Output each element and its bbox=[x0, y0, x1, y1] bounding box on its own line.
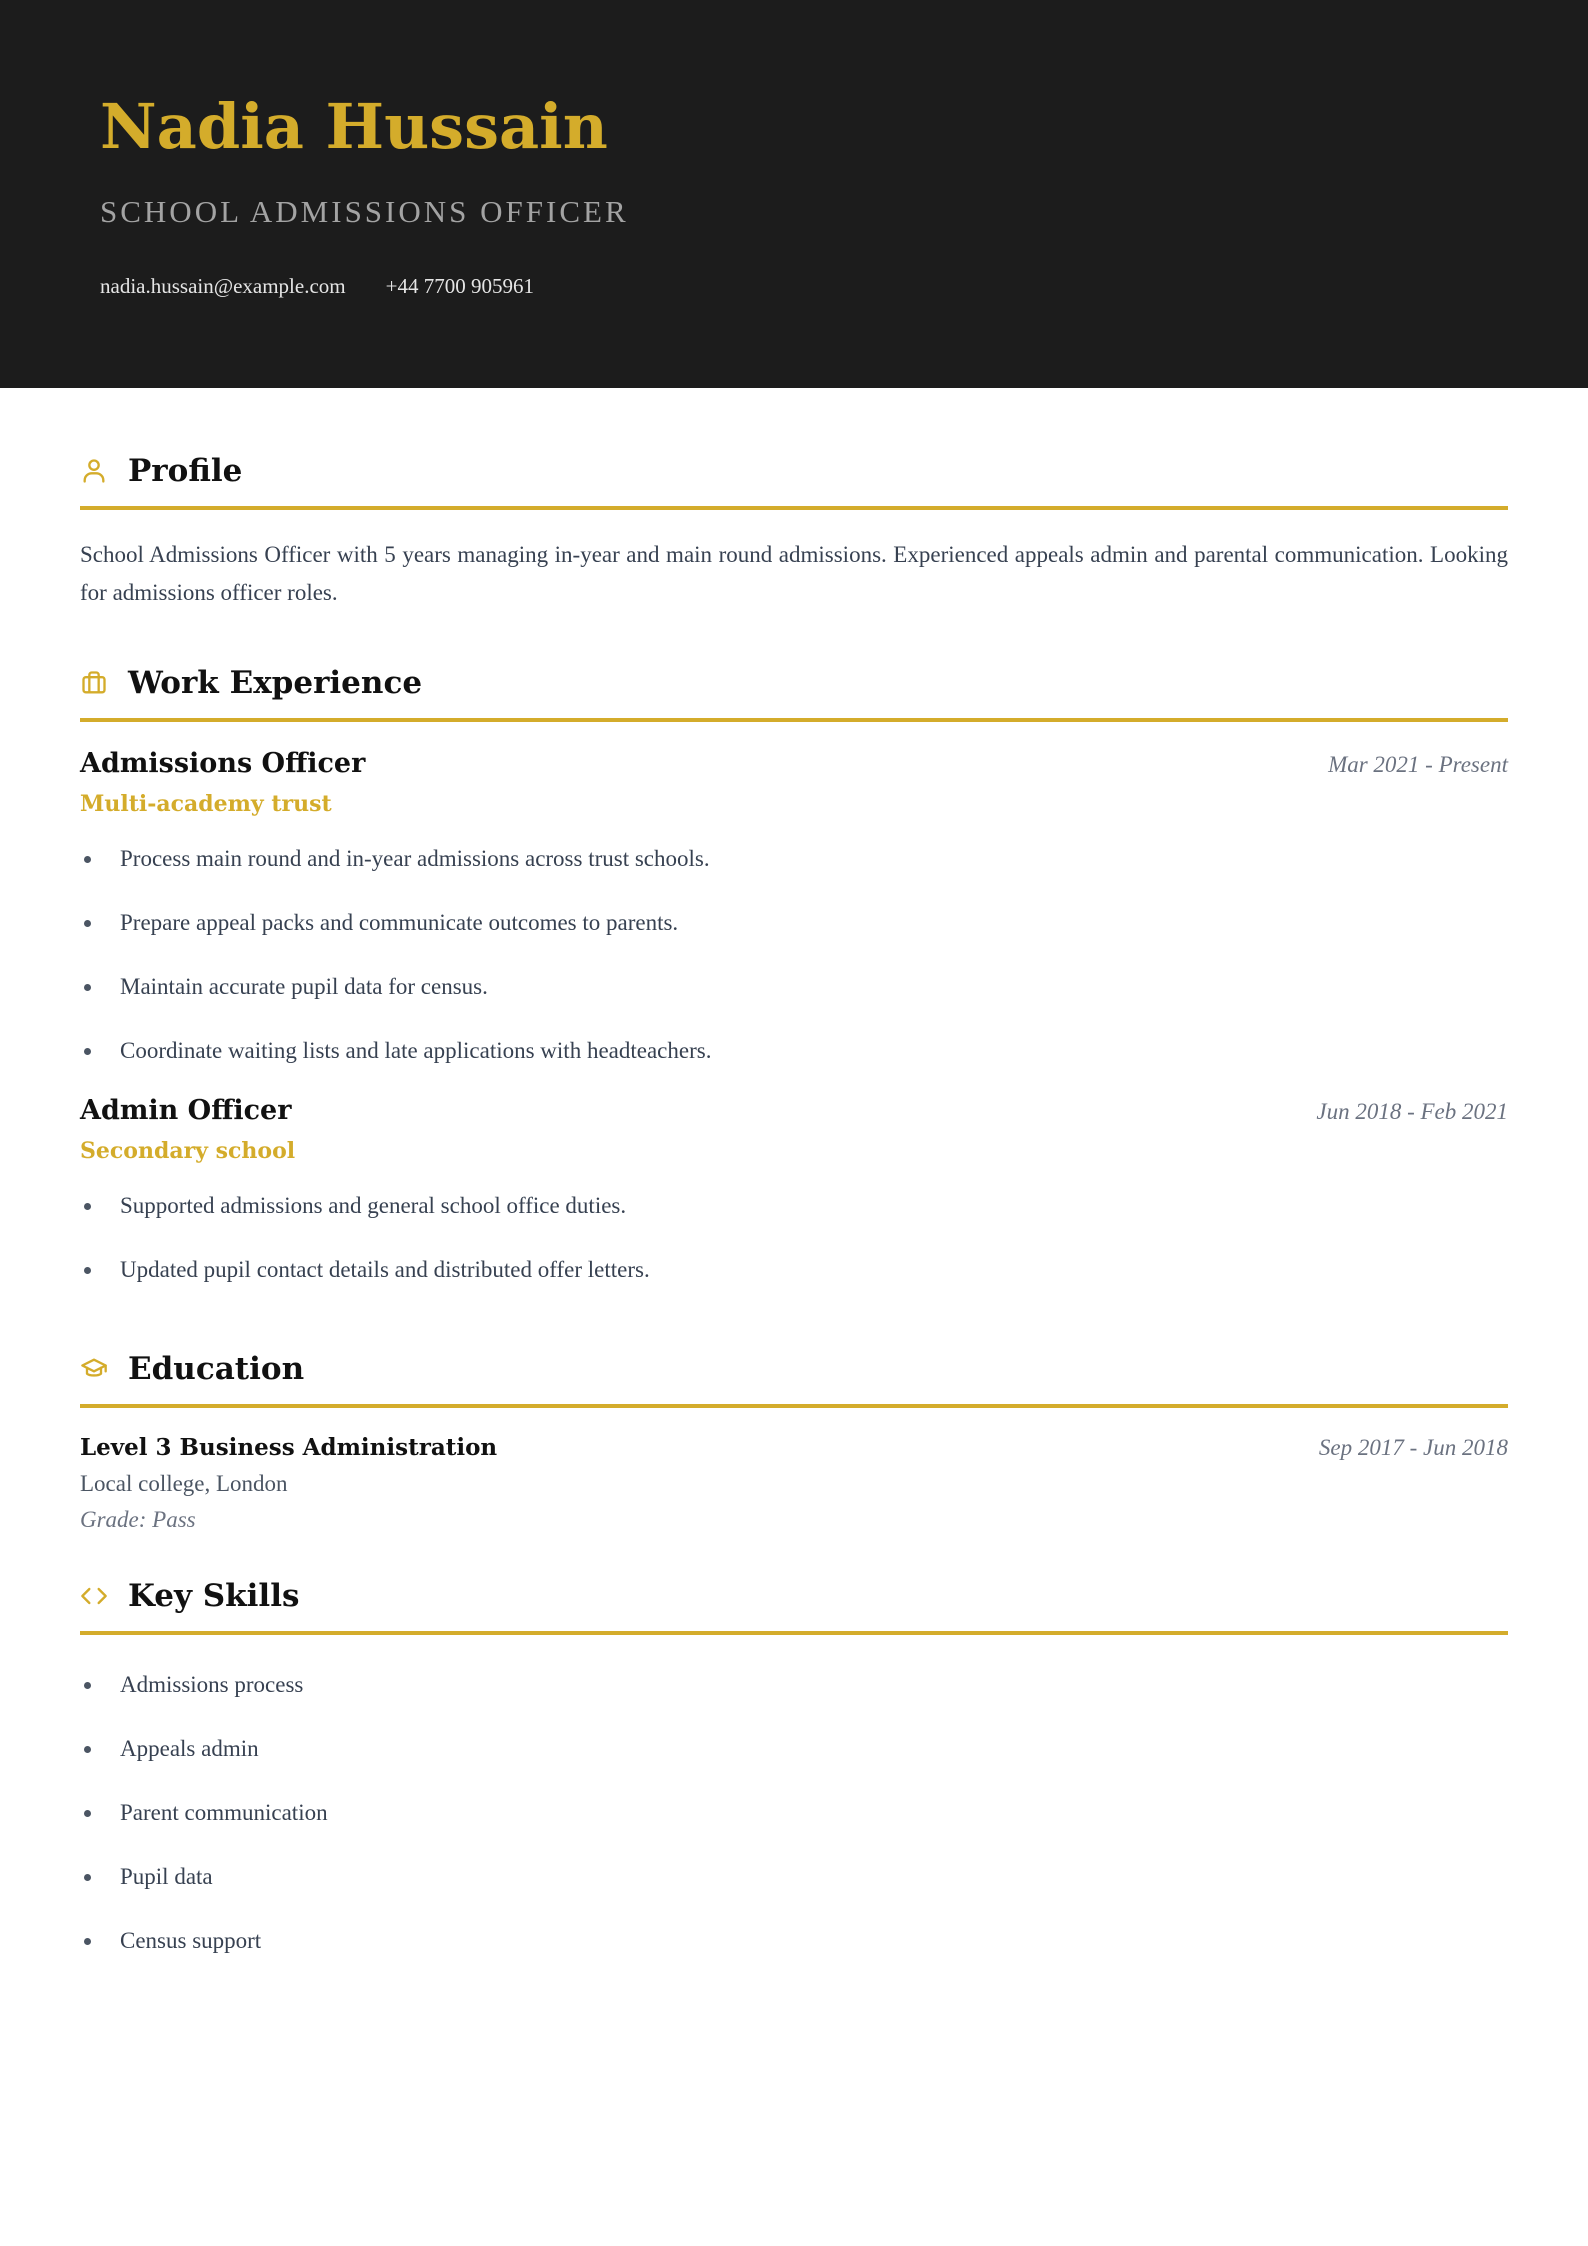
section-title-skills: Key Skills bbox=[128, 1578, 300, 1614]
experience-header bbox=[80, 660, 1508, 722]
section-title-experience: Work Experience bbox=[128, 665, 423, 701]
contact-info bbox=[100, 274, 1488, 299]
job-entry bbox=[80, 1095, 1508, 1302]
education-entry bbox=[80, 1434, 1508, 1533]
skills-section bbox=[80, 1573, 1508, 1973]
bullet-icon bbox=[84, 920, 91, 927]
list-item bbox=[80, 1019, 1508, 1083]
profile-header bbox=[80, 448, 1508, 510]
person-icon bbox=[80, 457, 108, 485]
list-item-text: Prepare appeal packs and communicate outcomes to parents. bbox=[120, 910, 679, 935]
resume-header bbox=[0, 0, 1588, 388]
profile-summary: School Admissions Officer with 5 years managing in-year and main round admissions. Experienced appeals admin and parental communication. Looking for admissions officer roles. bbox=[80, 542, 1508, 605]
job-duties bbox=[80, 1174, 1508, 1302]
job-header bbox=[80, 748, 1508, 779]
list-item bbox=[80, 1174, 1508, 1238]
skills-header bbox=[80, 1573, 1508, 1635]
graduation-cap-icon bbox=[80, 1355, 108, 1383]
degree-name: Level 3 Business Administration bbox=[80, 1434, 498, 1461]
experience-section bbox=[80, 660, 1508, 1302]
list-item bbox=[80, 827, 1508, 891]
bullet-icon bbox=[84, 984, 91, 991]
list-item bbox=[80, 1909, 1508, 1973]
education-section bbox=[80, 1346, 1508, 1533]
job-title: Admin Officer bbox=[80, 1095, 292, 1126]
skills-list bbox=[80, 1653, 1508, 1973]
job-dates: Mar 2021 - Present bbox=[1328, 752, 1508, 777]
bullet-icon bbox=[84, 1938, 91, 1945]
bullet-icon bbox=[84, 1874, 91, 1881]
section-title-profile: Profile bbox=[128, 453, 243, 489]
bullet-icon bbox=[84, 1682, 91, 1689]
skill-text: Pupil data bbox=[120, 1864, 213, 1889]
bullet-icon bbox=[84, 1048, 91, 1055]
job-dates: Jun 2018 - Feb 2021 bbox=[1316, 1099, 1508, 1124]
list-item-text: Process main round and in-year admissions across trust schools. bbox=[120, 846, 710, 871]
job-title-heading: SCHOOL ADMISSIONS OFFICER bbox=[100, 194, 629, 229]
education-row bbox=[80, 1434, 1508, 1461]
job-duties bbox=[80, 827, 1508, 1083]
bullet-icon bbox=[84, 856, 91, 863]
list-item bbox=[80, 1845, 1508, 1909]
grade-text: Grade: Pass bbox=[80, 1507, 196, 1532]
education-header bbox=[80, 1346, 1508, 1408]
email-link[interactable]: nadia.hussain@example.com bbox=[100, 274, 346, 298]
list-item bbox=[80, 1781, 1508, 1845]
code-icon bbox=[80, 1582, 108, 1610]
skill-text: Appeals admin bbox=[120, 1736, 259, 1761]
list-item bbox=[80, 891, 1508, 955]
job-header bbox=[80, 1095, 1508, 1126]
company-name: Secondary school bbox=[80, 1138, 296, 1164]
skill-text: Census support bbox=[120, 1928, 262, 1953]
list-item bbox=[80, 1653, 1508, 1717]
profile-section bbox=[80, 448, 1508, 612]
skill-text: Parent communication bbox=[120, 1800, 328, 1825]
company-name: Multi-academy trust bbox=[80, 791, 332, 817]
skill-text: Admissions process bbox=[120, 1672, 304, 1697]
job-entry bbox=[80, 748, 1508, 1083]
section-title-education: Education bbox=[128, 1351, 305, 1387]
phone-link[interactable]: +44 7700 905961 bbox=[385, 274, 534, 298]
list-item bbox=[80, 1238, 1508, 1302]
education-dates: Sep 2017 - Jun 2018 bbox=[1318, 1435, 1508, 1460]
resume-body bbox=[0, 448, 1588, 1973]
list-item-text: Coordinate waiting lists and late applications with headteachers. bbox=[120, 1038, 712, 1063]
school-name: Local college, London bbox=[80, 1471, 288, 1496]
list-item-text: Maintain accurate pupil data for census. bbox=[120, 974, 488, 999]
candidate-name: Nadia Hussain bbox=[100, 90, 608, 163]
list-item-text: Supported admissions and general school office duties. bbox=[120, 1193, 627, 1218]
list-item bbox=[80, 955, 1508, 1019]
bullet-icon bbox=[84, 1810, 91, 1817]
bullet-icon bbox=[84, 1746, 91, 1753]
job-title: Admissions Officer bbox=[80, 748, 366, 779]
list-item bbox=[80, 1717, 1508, 1781]
bullet-icon bbox=[84, 1267, 91, 1274]
bullet-icon bbox=[84, 1203, 91, 1210]
briefcase-icon bbox=[80, 669, 108, 697]
list-item-text: Updated pupil contact details and distributed offer letters. bbox=[120, 1257, 650, 1282]
